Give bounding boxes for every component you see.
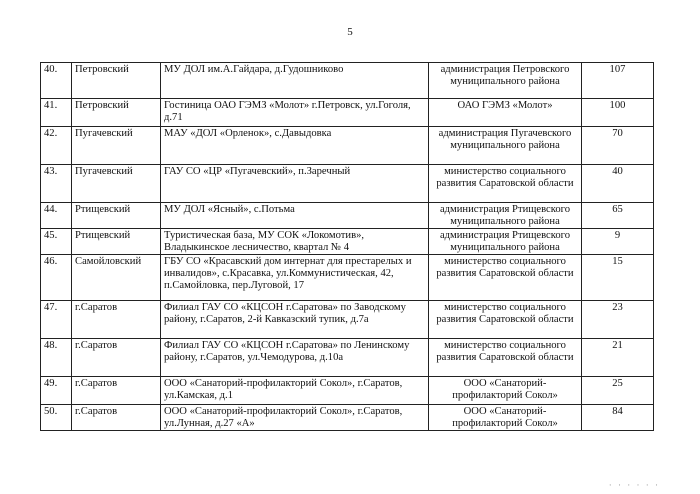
organization-cell: администрация Ртищевского муниципального района — [429, 203, 582, 229]
page-number: 5 — [347, 26, 353, 38]
table-row — [41, 127, 654, 165]
district-cell: г.Саратов — [72, 301, 161, 339]
capacity-cell: 23 — [582, 301, 654, 339]
district-cell: Пугачевский — [72, 165, 161, 203]
capacity-cell: 100 — [582, 99, 654, 127]
district-cell: г.Саратов — [72, 339, 161, 377]
row-number-cell: 43. — [41, 165, 72, 203]
facility-cell: МУ ДОЛ «Ясный», с.Потьма — [161, 203, 429, 229]
organization-cell: министерство социального развития Саратовской области — [429, 339, 582, 377]
district-cell: Ртищевский — [72, 229, 161, 255]
facility-cell: ООО «Санаторий-профилакторий Сокол», г.Саратов, ул.Камская, д.1 — [161, 377, 429, 405]
row-number-cell: 41. — [41, 99, 72, 127]
row-number-cell: 49. — [41, 377, 72, 405]
row-number-cell: 46. — [41, 255, 72, 301]
capacity-cell: 84 — [582, 405, 654, 431]
facility-cell: МУ ДОЛ им.А.Гайдара, д.Гудошниково — [161, 63, 429, 99]
organization-cell: администрация Ртищевского муниципального района — [429, 229, 582, 255]
table-row — [41, 377, 654, 405]
facility-cell: Филиал ГАУ СО «КЦСОН г.Саратова» по Ленинскому району, г.Саратов, ул.Чемодурова, д.10а — [161, 339, 429, 377]
organization-cell: ООО «Санаторий-профилакторий Сокол» — [429, 377, 582, 405]
capacity-cell: 70 — [582, 127, 654, 165]
table-row — [41, 301, 654, 339]
facility-cell: ООО «Санаторий-профилакторий Сокол», г.Саратов, ул.Лунная, д.27 «А» — [161, 405, 429, 431]
capacity-cell: 25 — [582, 377, 654, 405]
row-number-cell: 40. — [41, 63, 72, 99]
capacity-cell: 21 — [582, 339, 654, 377]
facilities-table — [40, 62, 654, 431]
facility-cell: Туристическая база, МУ СОК «Локомотив», Владыкинское лесничество, квартал № 4 — [161, 229, 429, 255]
organization-cell: ОАО ГЭМЗ «Молот» — [429, 99, 582, 127]
district-cell: Петровский — [72, 63, 161, 99]
facility-cell: ГАУ СО «ЦР «Пугачевский», п.Заречный — [161, 165, 429, 203]
capacity-cell: 65 — [582, 203, 654, 229]
capacity-cell: 107 — [582, 63, 654, 99]
table-row — [41, 203, 654, 229]
table-row — [41, 165, 654, 203]
organization-cell: министерство социального развития Саратовской области — [429, 165, 582, 203]
row-number-cell: 45. — [41, 229, 72, 255]
table-row — [41, 229, 654, 255]
row-number-cell: 42. — [41, 127, 72, 165]
table-body — [41, 63, 654, 431]
organization-cell: министерство социального развития Саратовской области — [429, 255, 582, 301]
table-row — [41, 405, 654, 431]
district-cell: Самойловский — [72, 255, 161, 301]
facility-cell: МАУ «ДОЛ «Орленок», с.Давыдовка — [161, 127, 429, 165]
row-number-cell: 48. — [41, 339, 72, 377]
table-row — [41, 339, 654, 377]
organization-cell: ООО «Санаторий-профилакторий Сокол» — [429, 405, 582, 431]
organization-cell: администрация Петровского муниципального района — [429, 63, 582, 99]
district-cell: Петровский — [72, 99, 161, 127]
row-number-cell: 47. — [41, 301, 72, 339]
scan-artifact-dots: · · · · · · — [608, 480, 660, 490]
table-row — [41, 63, 654, 99]
row-number-cell: 50. — [41, 405, 72, 431]
facility-cell: Филиал ГАУ СО «КЦСОН г.Саратова» по Заводскому району, г.Саратов, 2-й Кавказский тупик, д.7а — [161, 301, 429, 339]
row-number-cell: 44. — [41, 203, 72, 229]
district-cell: Ртищевский — [72, 203, 161, 229]
organization-cell: министерство социального развития Саратовской области — [429, 301, 582, 339]
district-cell: Пугачевский — [72, 127, 161, 165]
facility-cell: Гостиница ОАО ГЭМЗ «Молот» г.Петровск, ул.Гоголя, д.71 — [161, 99, 429, 127]
table-row — [41, 99, 654, 127]
capacity-cell: 9 — [582, 229, 654, 255]
facility-cell: ГБУ СО «Красавский дом интернат для престарелых и инвалидов», с.Красавка, ул.Коммунистическая, 42, п.Самойловка, пер.Луговой, 17 — [161, 255, 429, 301]
capacity-cell: 15 — [582, 255, 654, 301]
table-row — [41, 255, 654, 301]
capacity-cell: 40 — [582, 165, 654, 203]
organization-cell: администрация Пугачевского муниципального района — [429, 127, 582, 165]
district-cell: г.Саратов — [72, 377, 161, 405]
district-cell: г.Саратов — [72, 405, 161, 431]
